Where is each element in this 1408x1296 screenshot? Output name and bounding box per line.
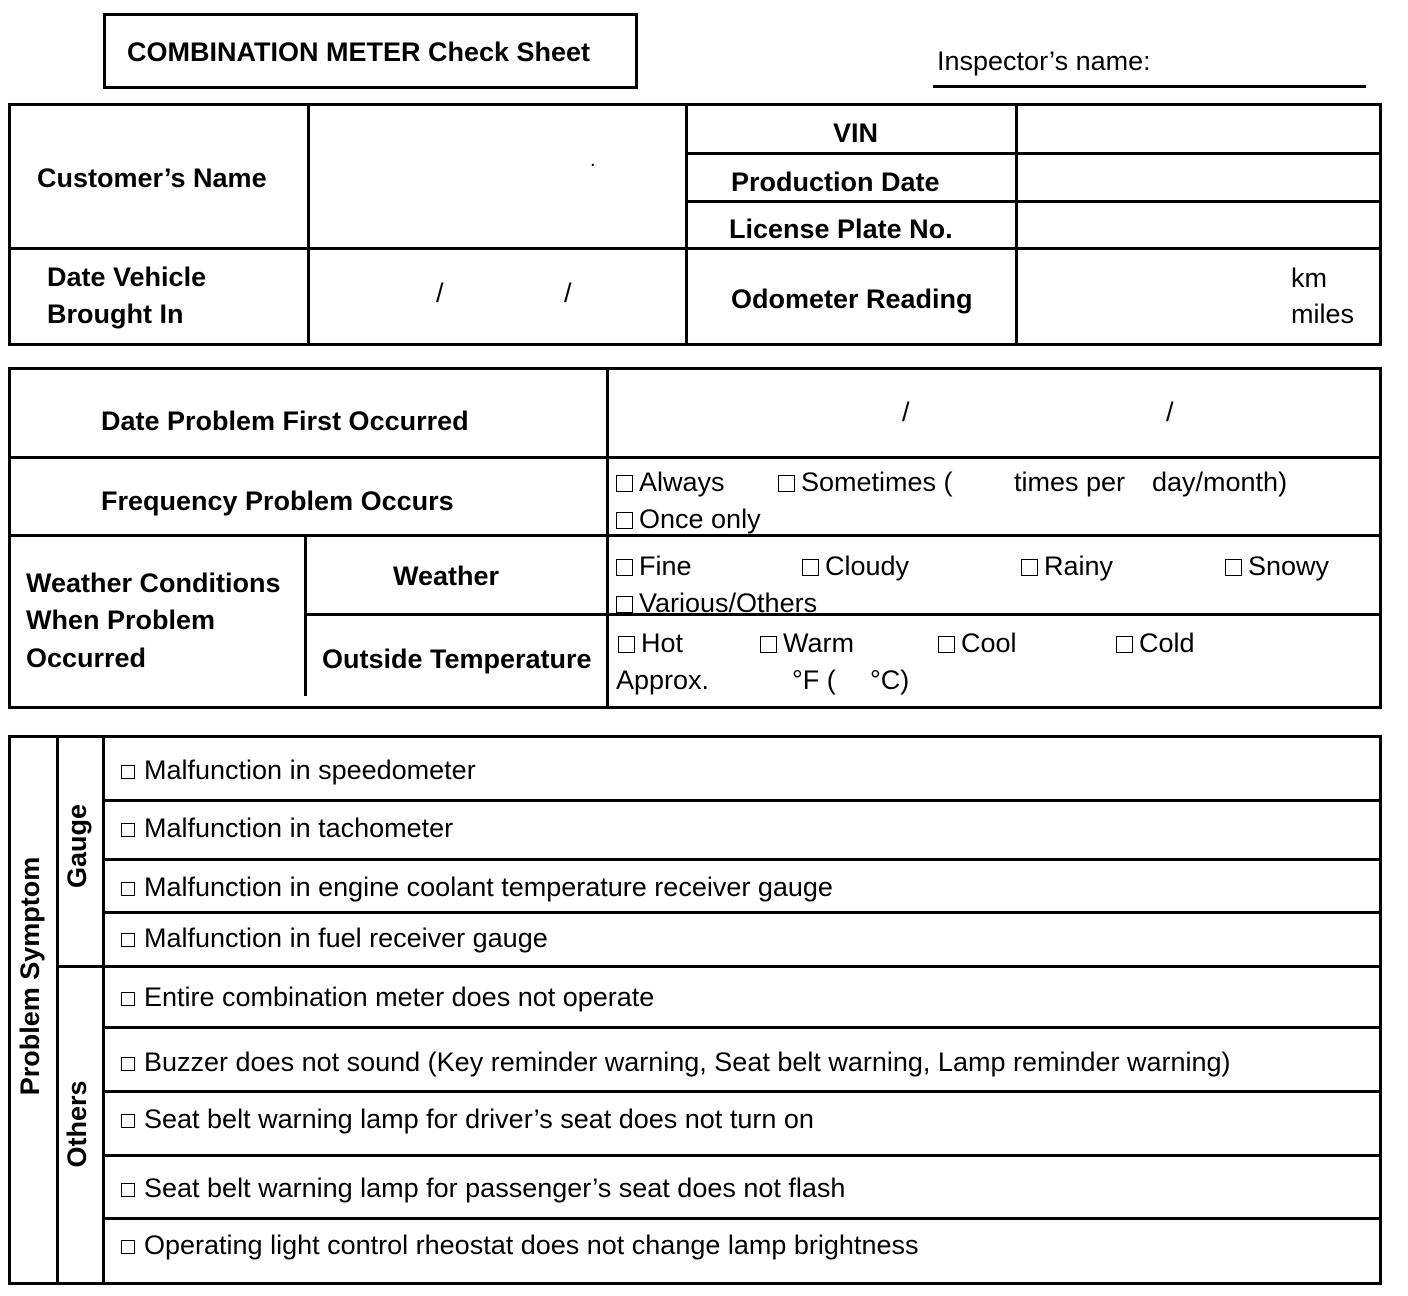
vin-field[interactable] — [1018, 106, 1379, 152]
temp-celsius-label: °C) — [870, 665, 910, 695]
date-brought-field[interactable] — [310, 250, 685, 343]
date-separator: / — [902, 397, 910, 427]
freq-once-option[interactable]: Once only — [616, 506, 761, 533]
production-date-field[interactable] — [1018, 155, 1379, 200]
weather-group-label-line1: Weather Conditions — [26, 568, 281, 598]
odometer-unit-km: km — [1291, 263, 1327, 293]
date-first-occurred-label: Date Problem First Occurred — [101, 406, 469, 436]
symptom-item[interactable]: Operating light control rheostat does not change lamp brightness — [121, 1232, 918, 1259]
weather-rainy-option[interactable]: Rainy — [1021, 553, 1113, 580]
temp-cool-option[interactable]: Cool — [938, 630, 1017, 657]
temp-approx-label: Approx. — [616, 665, 710, 695]
date-brought-label-line1: Date Vehicle — [47, 262, 207, 292]
freq-always-option[interactable]: Always — [616, 469, 725, 496]
checkbox-icon[interactable] — [760, 636, 777, 653]
checkbox-icon[interactable] — [1021, 559, 1038, 576]
weather-various-option[interactable]: Various/Others — [616, 590, 817, 617]
date-separator: / — [564, 278, 572, 308]
date-brought-label-line2: Brought In — [47, 299, 184, 329]
checkbox-icon[interactable] — [778, 475, 795, 492]
symptom-item[interactable]: Malfunction in engine coolant temperature receiver gauge — [121, 874, 833, 901]
checkbox-icon[interactable] — [616, 596, 633, 613]
date-first-occurred-field[interactable] — [609, 370, 1379, 456]
checkbox-icon[interactable] — [616, 559, 633, 576]
checkbox-icon[interactable] — [121, 992, 135, 1006]
symptom-item[interactable]: Malfunction in speedometer — [121, 757, 476, 784]
checkbox-icon[interactable] — [616, 512, 633, 529]
checkbox-icon[interactable] — [121, 1114, 135, 1128]
temp-warm-option[interactable]: Warm — [760, 630, 854, 657]
freq-times-per-label: times per — [1014, 467, 1126, 497]
weather-label: Weather — [393, 561, 500, 591]
customer-name-field[interactable]: . — [590, 149, 596, 171]
production-date-label: Production Date — [731, 167, 940, 197]
vin-label: VIN — [833, 118, 879, 148]
checkbox-icon[interactable] — [938, 636, 955, 653]
temp-fahrenheit-label: °F ( — [792, 665, 836, 695]
symptom-item[interactable]: Buzzer does not sound (Key reminder warning, Seat belt warning, Lamp reminder warning) — [121, 1049, 1231, 1076]
license-plate-field[interactable] — [1018, 203, 1379, 247]
checkbox-icon[interactable] — [121, 1183, 135, 1197]
symptom-item[interactable]: Entire combination meter does not operate — [121, 984, 654, 1011]
symptom-item[interactable]: Malfunction in tachometer — [121, 815, 453, 842]
problem-symptom-label: Problem Symptom — [15, 856, 45, 1096]
checkbox-icon[interactable] — [618, 636, 635, 653]
checkbox-icon[interactable] — [121, 1057, 135, 1071]
checkbox-icon[interactable] — [802, 559, 819, 576]
weather-group-label-line3: Occurred — [26, 643, 147, 673]
customer-name-label: Customer’s Name — [37, 163, 267, 193]
checkbox-icon[interactable] — [121, 1240, 135, 1254]
inspector-label: Inspector’s name: — [937, 46, 1151, 76]
freq-sometimes-option[interactable]: Sometimes ( — [778, 469, 953, 496]
date-separator: / — [1166, 397, 1174, 427]
checkbox-icon[interactable] — [121, 933, 135, 947]
odometer-field[interactable] — [1018, 250, 1278, 343]
checkbox-icon[interactable] — [121, 823, 135, 837]
checkbox-icon[interactable] — [1116, 636, 1133, 653]
outside-temp-label: Outside Temperature — [322, 644, 592, 674]
odometer-label: Odometer Reading — [731, 284, 973, 314]
frequency-label: Frequency Problem Occurs — [101, 486, 454, 516]
checkbox-icon[interactable] — [616, 475, 633, 492]
freq-day-month-label: day/month) — [1152, 467, 1288, 497]
date-separator: / — [436, 278, 444, 308]
checkbox-icon[interactable] — [1225, 559, 1242, 576]
others-label: Others — [62, 1080, 92, 1168]
symptom-item[interactable]: Seat belt warning lamp for driver’s seat does not turn on — [121, 1106, 814, 1133]
checkbox-icon[interactable] — [121, 765, 135, 779]
weather-group-label-line2: When Problem — [26, 605, 216, 635]
license-plate-label: License Plate No. — [729, 214, 953, 244]
weather-snowy-option[interactable]: Snowy — [1225, 553, 1329, 580]
symptom-item[interactable]: Malfunction in fuel receiver gauge — [121, 925, 548, 952]
checkbox-icon[interactable] — [121, 882, 135, 896]
weather-cloudy-option[interactable]: Cloudy — [802, 553, 909, 580]
odometer-unit-miles: miles — [1291, 299, 1355, 329]
temp-cold-option[interactable]: Cold — [1116, 630, 1195, 657]
gauge-label: Gauge — [62, 803, 92, 889]
page-title: COMBINATION METER Check Sheet — [127, 37, 591, 67]
inspector-name-field[interactable] — [933, 85, 1366, 88]
symptom-item[interactable]: Seat belt warning lamp for passenger’s seat does not flash — [121, 1175, 845, 1202]
temp-hot-option[interactable]: Hot — [618, 630, 683, 657]
weather-fine-option[interactable]: Fine — [616, 553, 692, 580]
